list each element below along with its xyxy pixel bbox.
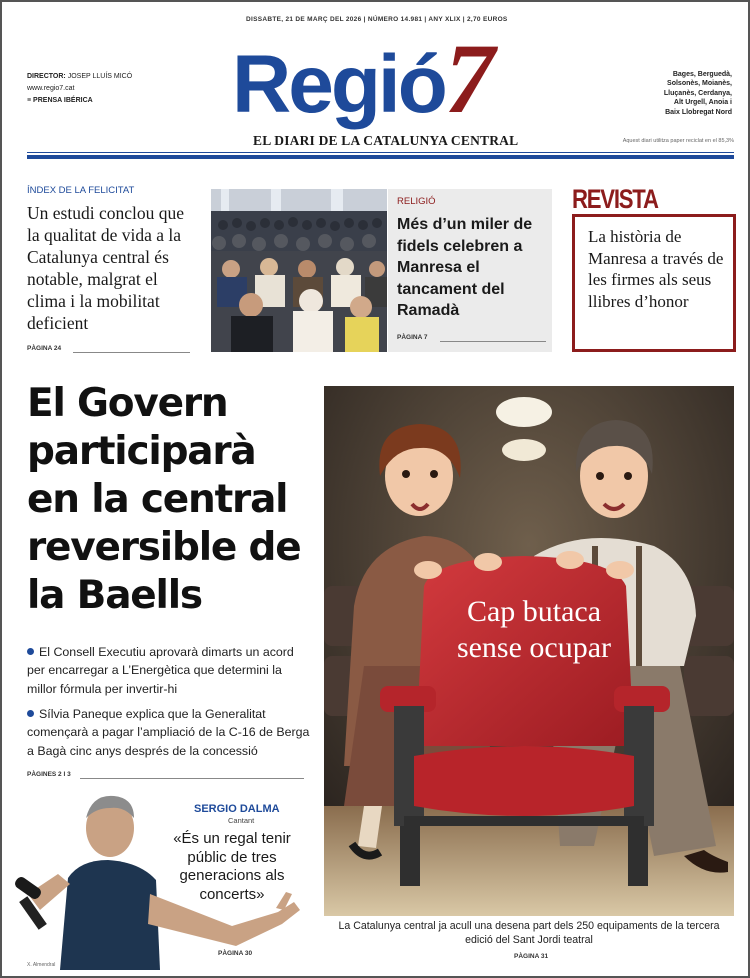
main-divider [80, 778, 304, 779]
religio-page-ref: PÀGINA 7 [397, 334, 428, 341]
director-name: JOSEP LLUÍS MICÓ [67, 73, 133, 80]
dateline: DISSABTE, 21 DE MARÇ DEL 2026 | NÚMERO 14.981 | ANY XLIX | 2,70 EUROS [246, 16, 508, 23]
feature-caption: La Catalunya central ja acull una desena part dels 250 equipaments de la tercera edició del Sant Jordi teatral [338, 920, 720, 946]
director-label: DIRECTOR: [27, 73, 66, 80]
logo-number: 7 [444, 23, 495, 134]
bullet-dot-icon [27, 648, 34, 655]
felicitat-divider [73, 352, 190, 353]
region-line: Solsonès, Moianès, [667, 80, 732, 88]
main-bullet-text: Sílvia Paneque explica que la Generalitat començarà a pagar l’ampliació de la C-16 de Berga a Bagà cinc anys després de la concessió [27, 707, 310, 758]
recycle-note: Aquest diari utilitza paper reciclat en el 85,3% [622, 138, 734, 144]
publisher-name: PRENSA IBÉRICA [33, 97, 93, 104]
director-block [27, 71, 132, 107]
masthead-logo[interactable] [232, 24, 495, 134]
regions-list [622, 70, 732, 117]
main-bullet-text: El Consell Executiu aprovarà dimarts un acord per encarregar a L’Energètica que determini la millor fórmula per invertir-hi [27, 645, 294, 696]
religio-kicker: RELIGIÓ [397, 196, 436, 207]
region-line: Bages, Berguedà, [672, 71, 732, 78]
masthead-rule-thin [27, 152, 734, 153]
dalma-role: Cantant [228, 816, 255, 825]
main-bullet [27, 705, 313, 760]
revista-teaser-text[interactable]: La història de Manresa a través de les firmes als seus llibres d’honor [588, 227, 724, 311]
religio-divider [440, 341, 546, 342]
felicitat-kicker: ÍNDEX DE LA FELICITAT [27, 185, 135, 196]
main-bullet [27, 643, 313, 698]
director-line [27, 71, 132, 83]
dalma-quote-link[interactable]: «És un regal tenir públic de tres generacions als concerts» [173, 830, 291, 903]
publisher-icon: ≡ [27, 97, 32, 104]
feature-page-ref: PÀGINA 31 [514, 953, 549, 960]
religio-teaser-link[interactable]: Més d’un miler de fidels celebren a Manresa el tancament del Ramadà [397, 216, 533, 319]
photo-credit: X. Almendral [27, 962, 56, 968]
felicitat-page-ref: PÀGINA 24 [27, 345, 62, 352]
region-line: Alt Urgell, Anoia i [673, 99, 732, 107]
ramadan-crowd-photo[interactable] [211, 189, 387, 352]
publisher-line [27, 95, 132, 107]
region-line: Lluçanès, Cerdanya, [663, 89, 732, 97]
masthead-rule [27, 155, 734, 159]
main-page-ref: PÀGINES 2 I 3 [27, 771, 71, 778]
logo-word: Regió [232, 39, 445, 130]
dalma-name: SERGIO DALMA [194, 803, 280, 815]
chair-headline[interactable]: Cap butaca sense ocupar [456, 595, 612, 664]
masthead-tagline: EL DIARI DE LA CATALUNYA CENTRAL [253, 133, 519, 148]
dalma-page-ref: PÀGINA 30 [218, 950, 253, 957]
main-headline[interactable]: El Govern participarà en la central reversible de la Baells [27, 381, 301, 618]
region-line: Baix Llobregat Nord [665, 108, 732, 116]
website-link[interactable]: www.regio7.cat [27, 85, 75, 92]
felicitat-teaser-link[interactable]: Un estudi conclou que la qualitat de vida a la Catalunya central és notable, malgrat el clima i la mobilitat deficient [27, 203, 184, 333]
crowd-illustration [211, 189, 387, 352]
revista-label: REVISTA [572, 184, 658, 214]
bullet-dot-icon [27, 710, 34, 717]
